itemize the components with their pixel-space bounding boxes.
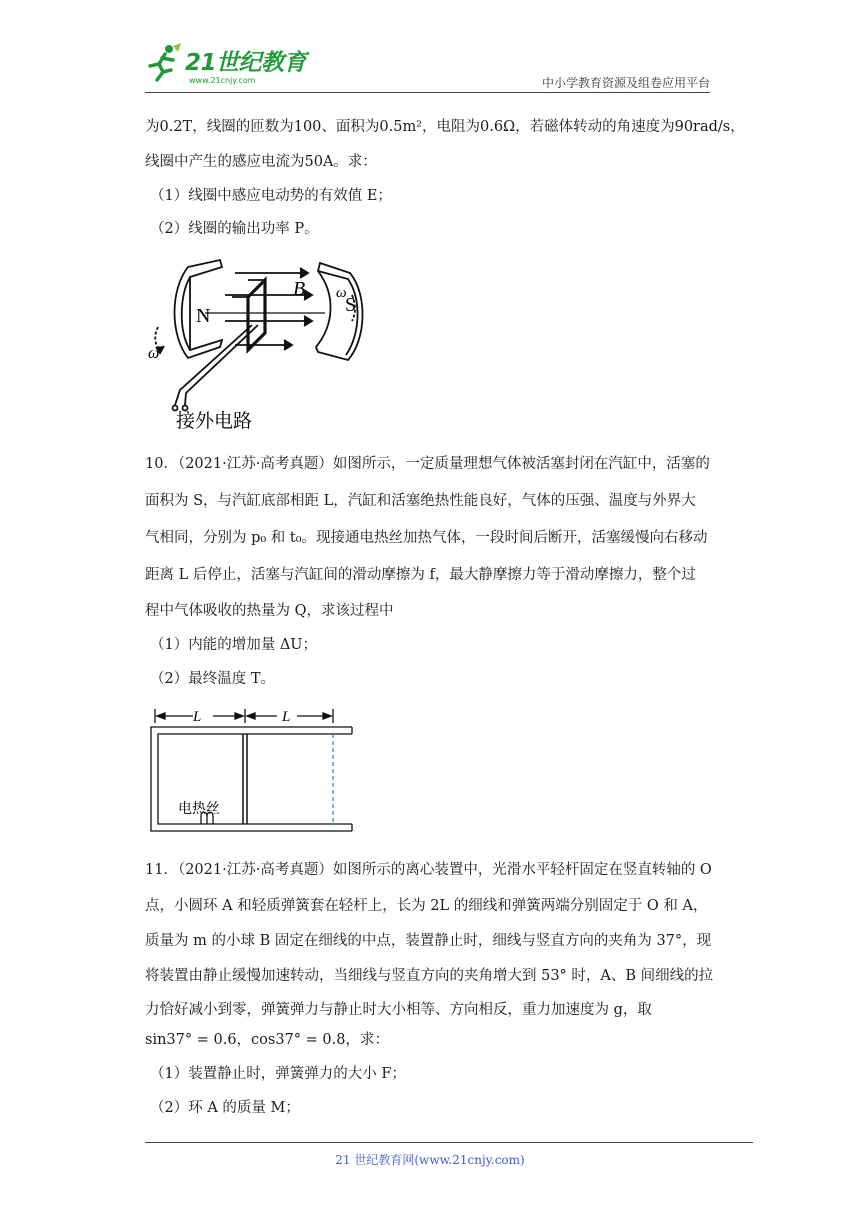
- label-s: S: [345, 294, 357, 316]
- footer-link[interactable]: 21 世纪教育网(www.21cnjy.com): [335, 1153, 525, 1167]
- label-b: B: [293, 278, 306, 300]
- q10-line-4: 距离 L 后停止，活塞与汽缸间的滑动摩擦为 f，最大静摩擦力等于滑动摩擦力，整个过: [145, 567, 696, 583]
- q10-line-3: 气相同，分别为 p₀ 和 t₀。现接通电热丝加热气体，一段时间后断开，活塞缓慢向右移动: [145, 530, 708, 546]
- footer-divider: [145, 1142, 753, 1143]
- q11-line-5: 力恰好减小到零，弹簧弹力与静止时大小相等、方向相反，重力加速度为 g，取: [145, 1002, 652, 1018]
- label-l-right: L: [282, 709, 291, 725]
- page-header: [145, 40, 710, 92]
- label-omega-left: ω: [148, 345, 160, 362]
- q10-line-5: 程中气体吸收的热量为 Q，求该过程中: [145, 603, 394, 619]
- q11-line-2: 点，小圆环 A 和轻质弹簧套在轻杆上，长为 2L 的细线和弹簧两端分别固定于 O 和 A，: [145, 898, 708, 914]
- q11-subquestion-1: （1）装置静止时，弹簧弹力的大小 F；: [150, 1066, 406, 1082]
- q11-line-6: sin37° = 0.6，cos37° = 0.8，求：: [145, 1032, 389, 1048]
- q11-line-1: 11．（2021·江苏·高考真题）如图所示的离心装置中，光滑水平轻杆固定在竖直转轴的 O: [145, 862, 712, 878]
- q9-subquestion-2: （2）线圈的输出功率 P。: [150, 221, 319, 237]
- logo-url: www.21cnjy.com: [189, 76, 256, 85]
- runner-icon: [145, 42, 185, 82]
- q11-line-4: 将装置由静止缓慢加速转动，当细线与竖直方向的夹角增大到 53° 时，A、B 间细线的拉: [145, 968, 714, 984]
- logo-text: 21世纪教育: [185, 50, 307, 76]
- q10-line-2: 面积为 S，与汽缸底部相距 L，汽缸和活塞绝热性能良好，气体的压强、温度与外界大: [145, 493, 696, 509]
- site-logo: [145, 40, 315, 90]
- q9-line-2: 线圈中产生的感应电流为50A。求：: [145, 154, 377, 170]
- q9-line-1: 为0.2T，线圈的匝数为100、面积为0.5m²，电阻为0.6Ω，若磁体转动的角速度为90rad/s，: [145, 119, 745, 135]
- label-l-left: L: [193, 709, 202, 725]
- q10-subquestion-2: （2）最终温度 T。: [150, 671, 276, 687]
- q10-line-1: 10．（2021·江苏·高考真题）如图所示，一定质量理想气体被活塞封闭在汽缸中，活塞的: [145, 456, 710, 472]
- label-n: N: [196, 305, 211, 327]
- header-divider: [145, 92, 710, 93]
- q11-subquestion-2: （2）环 A 的质量 M；: [150, 1100, 300, 1116]
- generator-figure: [140, 255, 380, 435]
- label-omega-right: ω: [336, 285, 347, 301]
- figure-caption: 接外电路: [176, 410, 253, 432]
- q9-subquestion-1: （1）线圈中感应电动势的有效值 E；: [150, 188, 392, 204]
- heater-label: 电热丝: [178, 801, 220, 817]
- header-platform-name: 中小学教育资源及组卷应用平台: [541, 76, 710, 90]
- q10-subquestion-1: （1）内能的增加量 ΔU；: [150, 637, 318, 653]
- cylinder-figure: [145, 703, 360, 838]
- q11-line-3: 质量为 m 的小球 B 固定在细线的中点，装置静止时，细线与竖直方向的夹角为 37°，现: [145, 933, 712, 949]
